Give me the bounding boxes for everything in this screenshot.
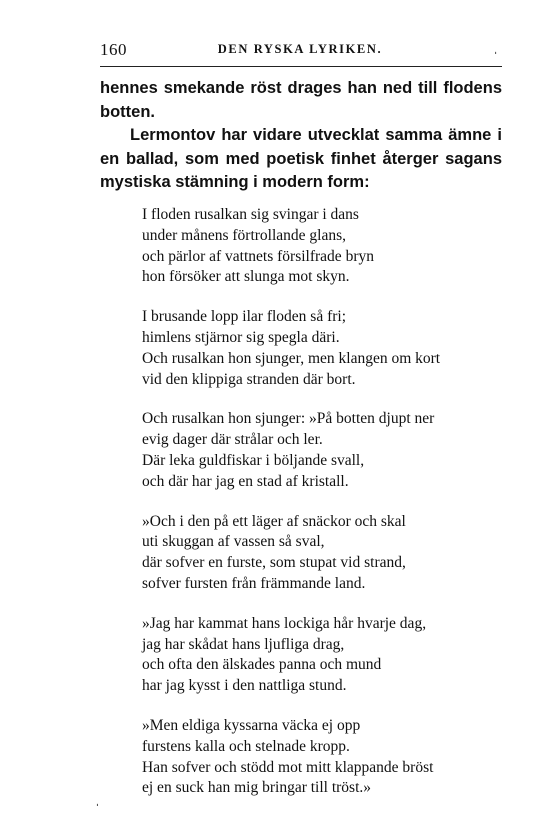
poem-line: vid den klippiga stranden där bort. bbox=[142, 370, 356, 388]
poem-line: Och rusalkan hon sjunger: »På botten djupt ner bbox=[142, 410, 435, 428]
poem-line: och pärlor af vattnets försilfrade bryn bbox=[142, 247, 374, 265]
page-header bbox=[100, 40, 500, 62]
running-title: DEN RYSKA LYRIKEN. bbox=[217, 42, 383, 56]
poem-line: hon försöker att slunga mot skyn. bbox=[142, 268, 350, 286]
poem-line: och ofta den älskades panna och mund bbox=[142, 656, 382, 674]
footer-mark: ˌ bbox=[95, 792, 100, 807]
prose-paragraph: hennes smekande röst drages han ned till flodens botten. bbox=[100, 79, 502, 121]
poem-line: »Och i den på ett läger af snäckor och skal bbox=[142, 512, 406, 530]
poem-line: har jag kysst i den nattliga stund. bbox=[142, 677, 347, 695]
page-number: 160 bbox=[100, 40, 127, 59]
poem-line: »Men eldiga kyssarna väcka ej opp bbox=[142, 716, 361, 734]
header-rule bbox=[100, 66, 502, 67]
poem-stanza bbox=[142, 512, 492, 595]
poem-line: I brusande lopp ilar floden så fri; bbox=[142, 308, 347, 326]
poem-line: jag har skådat hans ljufliga drag, bbox=[142, 635, 345, 653]
prose-paragraph: Lermontov har vidare utvecklat samma ämne i en ballad, som med poetisk finhet återger sagans mystiska stämning i modern form: bbox=[100, 126, 502, 191]
poem-line: sofver fursten från främmande land. bbox=[142, 574, 366, 592]
poem-line: »Jag har kammat hans lockiga hår hvarje dag, bbox=[142, 614, 427, 632]
poem-line: Där leka guldfiskar i böljande svall, bbox=[142, 451, 365, 469]
poem-line: Han sofver och stödd mot mitt klappande bröst bbox=[142, 758, 434, 776]
poem-stanza bbox=[142, 614, 492, 697]
poem-line: himlens stjärnor sig spegla däri. bbox=[142, 328, 340, 346]
poem-stanza bbox=[142, 307, 492, 390]
poem-line: I floden rusalkan sig svingar i dans bbox=[142, 206, 359, 223]
poem-line: där sofver en furste, som stupat vid strand, bbox=[142, 554, 406, 572]
poem-line: uti skuggan af vassen så sval, bbox=[142, 533, 325, 551]
header-mark: ˌ bbox=[493, 40, 498, 55]
poem-line: furstens kalla och stelnade kropp. bbox=[142, 737, 350, 755]
poem-stanza bbox=[142, 205, 492, 288]
poem-line: ej en suck han mig bringar till tröst.» bbox=[142, 779, 372, 797]
poem bbox=[142, 205, 492, 818]
prose-text bbox=[100, 77, 502, 195]
poem-line: och där har jag en stad af kristall. bbox=[142, 472, 349, 490]
poem-line: evig dager där strålar och ler. bbox=[142, 431, 323, 449]
poem-line: Och rusalkan hon sjunger, men klangen om kort bbox=[142, 349, 441, 367]
poem-line: under månens förtrollande glans, bbox=[142, 226, 347, 244]
poem-stanza bbox=[142, 716, 492, 799]
poem-stanza bbox=[142, 409, 492, 492]
